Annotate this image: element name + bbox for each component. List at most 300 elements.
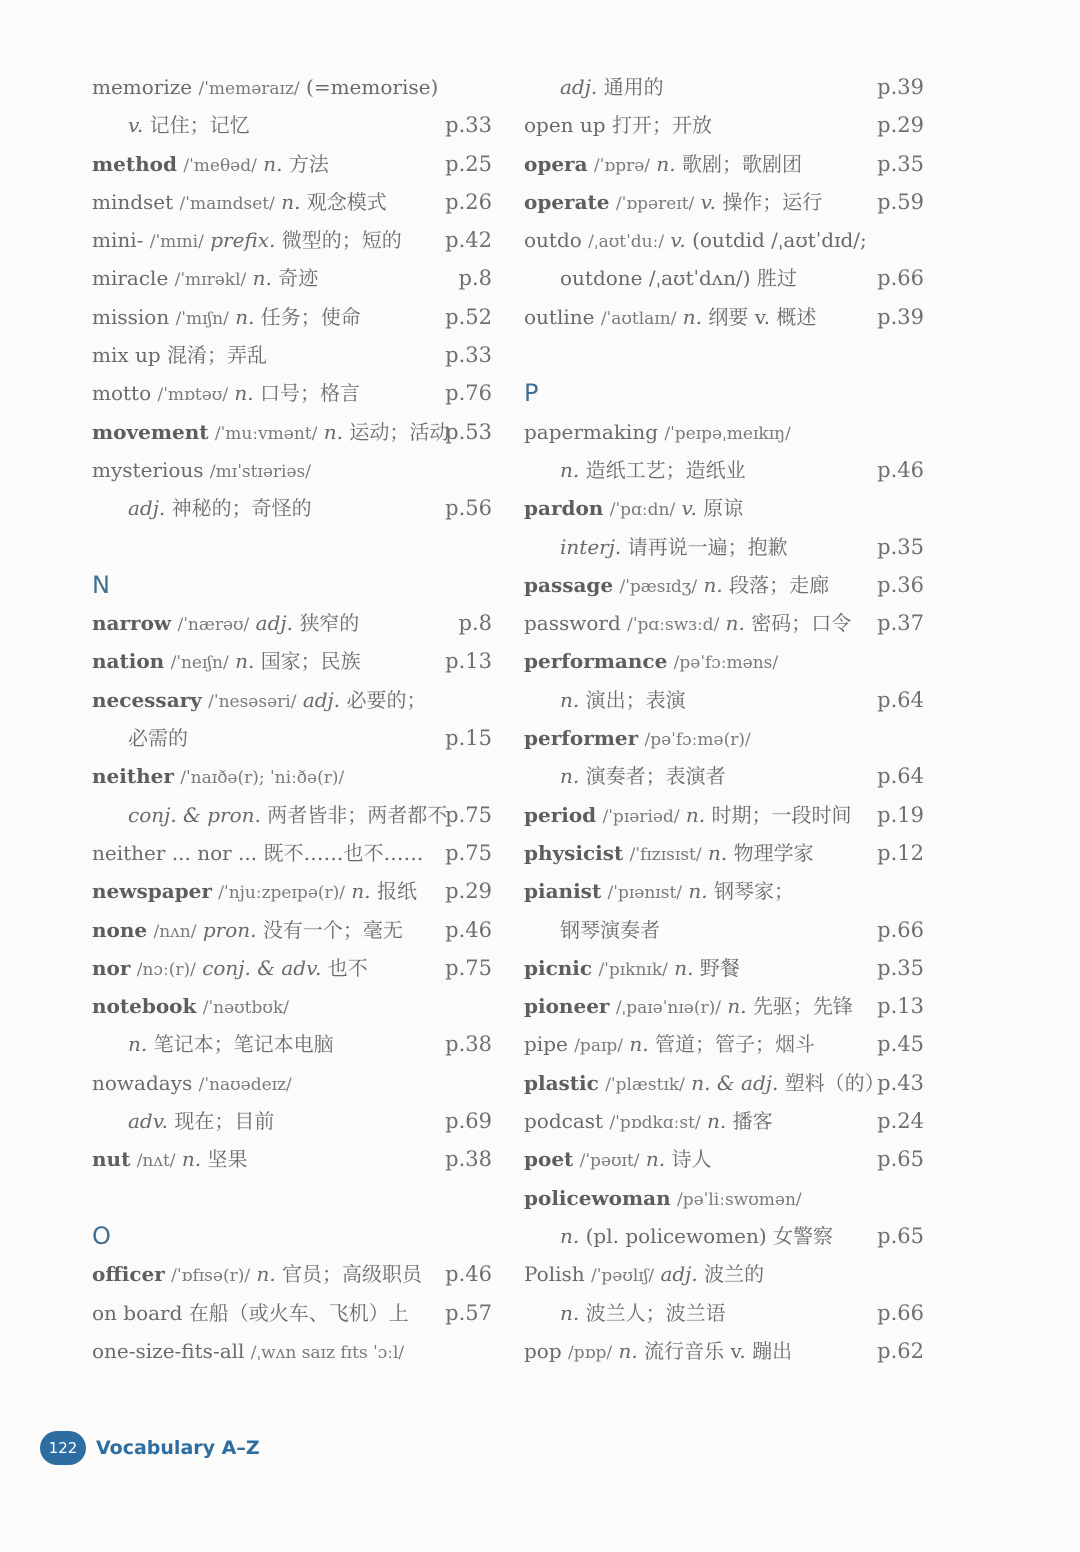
vocab-entry [92, 872, 492, 910]
page-reference: p.64 [877, 687, 924, 712]
definition: 观念模式 [306, 189, 387, 214]
headword: mini- [92, 228, 144, 253]
page-reference: p.62 [877, 1338, 924, 1363]
headword: nut [92, 1147, 131, 1172]
part-of-speech: adj. [302, 687, 341, 712]
letter-heading: N [92, 570, 110, 599]
page-reference: p.33 [445, 343, 492, 368]
page-reference: p.19 [877, 802, 924, 827]
entry-text [524, 1255, 764, 1295]
phonetic: /ˈneɪʃn/ [170, 653, 229, 674]
entry-text [560, 911, 660, 949]
page-reference: p.45 [877, 1032, 924, 1057]
definition: 播客 [732, 1109, 773, 1134]
phonetic: /ˌaʊtˈduː/ [588, 232, 665, 253]
phonetic: /ˈmɒtəʊ/ [157, 385, 229, 406]
part-of-speech: n. [703, 572, 723, 597]
part-of-speech: n. & adj. [691, 1070, 779, 1095]
phonetic: /pəˈliːswʊmən/ [677, 1189, 802, 1210]
vocab-entry [92, 183, 492, 221]
page-reference: p.66 [877, 1300, 924, 1325]
definition: 原谅 [703, 496, 744, 521]
phonetic: /ˈpɪəriəd/ [602, 806, 680, 827]
entry-text [92, 183, 387, 223]
entry-text [92, 872, 417, 912]
definition: 演出；表演 [585, 687, 686, 712]
definition: (=memorise) [306, 75, 439, 99]
headword: period [524, 802, 597, 827]
vocab-entry [524, 604, 924, 642]
page-reference: p.42 [445, 228, 492, 253]
headword: operate [524, 189, 610, 214]
part-of-speech: n. [560, 457, 580, 482]
part-of-speech: v. [681, 496, 697, 521]
vocab-entry [92, 1064, 492, 1102]
definition: 混淆；弄乱 [167, 343, 268, 368]
entry-text [92, 374, 360, 414]
part-of-speech: n. [252, 266, 272, 291]
definition: 塑料（的） [784, 1070, 885, 1095]
entry-text [128, 719, 188, 757]
entry-text [92, 834, 424, 872]
vocab-entry [524, 796, 924, 834]
page-footer [40, 1431, 260, 1465]
definition: 笔记本；笔记本电脑 [153, 1032, 334, 1057]
page-reference: p.46 [445, 917, 492, 942]
definition: 歌剧；歌剧团 [681, 151, 802, 176]
part-of-speech: pron. [202, 917, 257, 942]
page-reference: p.29 [877, 113, 924, 138]
headword: poet [524, 1147, 574, 1172]
entry-text [560, 451, 746, 489]
part-of-speech: n. [618, 1338, 638, 1363]
definition: 记住；记忆 [149, 113, 250, 138]
entry-text [560, 1294, 726, 1332]
headword: pianist [524, 879, 602, 904]
part-of-speech: n. [629, 1032, 649, 1057]
part-of-speech: n. [656, 151, 676, 176]
headword: newspaper [92, 879, 212, 904]
vocab-entry [92, 757, 492, 795]
vocab-entry [524, 145, 924, 183]
entry-text [524, 872, 794, 912]
headword: policewoman [524, 1185, 671, 1210]
page-reference: p.66 [877, 266, 924, 291]
vocab-entry [524, 221, 924, 259]
page-number-badge: 122 [40, 1431, 86, 1465]
headword: memorize [92, 75, 193, 99]
entry-text [92, 336, 267, 374]
phonetic: /ˈnesəsəri/ [208, 691, 297, 712]
page-reference: p.26 [445, 189, 492, 214]
entry-text [92, 987, 289, 1027]
entry-continuation [524, 1294, 924, 1332]
definition: 打开；开放 [611, 113, 712, 138]
entry-continuation [92, 1025, 492, 1063]
entry-text [92, 1332, 404, 1372]
phonetic: /ˈpɑːswɜːd/ [627, 615, 720, 636]
phonetic: /ˈplæstɪk/ [605, 1074, 685, 1095]
vocab-entry [524, 106, 924, 144]
phonetic: /ˌpaɪəˈnɪə(r)/ [615, 998, 721, 1019]
entry-text [92, 1140, 248, 1180]
page-reference: p.66 [877, 917, 924, 942]
entry-text [92, 145, 329, 185]
letter-heading: P [524, 379, 539, 408]
headword: none [92, 917, 148, 942]
phonetic: /nɔː(r)/ [136, 959, 196, 980]
entry-continuation [524, 68, 924, 106]
entry-text [560, 259, 797, 297]
page-reference: p.8 [458, 266, 492, 291]
entry-text [524, 604, 851, 644]
section-title: Vocabulary A–Z [96, 1437, 260, 1459]
part-of-speech: conj. & pron. [128, 802, 261, 827]
part-of-speech: n. [707, 840, 728, 865]
phonetic: /nʌt/ [136, 1151, 176, 1172]
definition: 管道；管子；烟斗 [654, 1032, 815, 1057]
headword: officer [92, 1262, 165, 1287]
entry-text [128, 796, 447, 834]
phonetic: /ˈpɑːdn/ [609, 500, 676, 521]
definition: 波兰人；波兰语 [585, 1300, 726, 1325]
vocab-entry [524, 642, 924, 680]
entry-text [524, 221, 867, 261]
phonetic: /pəˈfɔːməns/ [673, 653, 779, 674]
vocab-entry [92, 681, 492, 719]
entry-continuation [524, 1217, 924, 1255]
part-of-speech: n. [725, 611, 745, 636]
definition: 狭窄的 [299, 611, 360, 636]
page-reference: p.35 [877, 534, 924, 559]
vocab-entry [524, 489, 924, 527]
vocab-entry [92, 1294, 492, 1332]
headword: mindset [92, 189, 174, 214]
definition: 也不 [327, 955, 368, 980]
definition: 必需的 [128, 726, 188, 751]
entry-text [524, 642, 778, 682]
part-of-speech: n. [707, 1109, 727, 1134]
page-reference: p.12 [877, 840, 924, 865]
section-spacer [524, 336, 924, 374]
vocab-entry [92, 604, 492, 642]
phonetic: /ˈpəʊɪt/ [579, 1151, 640, 1172]
headword: pioneer [524, 994, 610, 1019]
entry-text [524, 145, 802, 185]
phonetic: /pɒp/ [568, 1342, 613, 1363]
entry-text [524, 298, 816, 338]
headword: nor [92, 955, 131, 980]
definition: 官员；高级职员 [282, 1262, 423, 1287]
page-reference: p.65 [877, 1223, 924, 1248]
definition: 在船（或火车、飞机）上 [188, 1300, 409, 1325]
headword: password [524, 611, 621, 636]
entry-text [92, 1255, 422, 1295]
phonetic: /ˈmeθəd/ [183, 155, 257, 176]
definition: 运动；活动 [349, 419, 450, 444]
phonetic: /mɪˈstɪəriəs/ [209, 461, 311, 482]
page-reference: p.38 [445, 1147, 492, 1172]
vocab-entry [524, 1179, 924, 1217]
headword: nowadays [92, 1070, 193, 1095]
definition: 操作；运行 [722, 189, 823, 214]
headword: narrow [92, 611, 172, 636]
definition: 微型的；短的 [281, 228, 402, 253]
headword: movement [92, 419, 209, 444]
part-of-speech: n. [560, 687, 580, 712]
definition: 口号；格言 [260, 381, 361, 406]
phonetic: /paɪp/ [574, 1036, 623, 1057]
vocab-entry [524, 1064, 924, 1102]
phonetic: /ˈpæsɪdʒ/ [619, 576, 698, 597]
entry-text [128, 1025, 334, 1063]
part-of-speech: n. [682, 304, 703, 329]
definition: 通用的 [603, 75, 664, 99]
headword: pardon [524, 496, 604, 521]
headword: plastic [524, 1070, 599, 1095]
vocab-entry [92, 642, 492, 680]
vocab-entry [524, 566, 924, 604]
entry-text [92, 642, 361, 682]
headword: performance [524, 649, 668, 674]
phonetic: /ˈpəʊlɪʃ/ [590, 1266, 655, 1287]
vocab-entry [524, 1102, 924, 1140]
definition: 钢琴家； [713, 879, 794, 904]
headword: on board [92, 1300, 183, 1325]
vocab-entry [524, 1140, 924, 1178]
page-reference: p.39 [877, 75, 924, 99]
entry-text [560, 681, 686, 719]
part-of-speech: n. [674, 955, 694, 980]
vocab-entry [92, 1332, 492, 1370]
headword: miracle [92, 266, 169, 291]
headword: papermaking [524, 419, 659, 444]
page-reference: p.35 [877, 151, 924, 176]
entry-text [92, 413, 449, 453]
headword: mix up [92, 343, 161, 368]
page-reference: p.46 [445, 1262, 492, 1287]
definition: 神秘的；奇怪的 [171, 496, 312, 521]
definition: 诗人 [671, 1147, 712, 1172]
page-reference: p.69 [445, 1109, 492, 1134]
vocab-entry [92, 834, 492, 872]
entry-text [524, 1064, 885, 1104]
vocab-entry [92, 413, 492, 451]
phonetic: /ˈɒfɪsə(r)/ [171, 1266, 251, 1287]
entry-continuation [92, 796, 492, 834]
entry-text [524, 1179, 802, 1219]
entry-text [524, 1102, 773, 1142]
page-reference: p.76 [445, 381, 492, 406]
entry-text [92, 259, 318, 299]
part-of-speech: n. [685, 802, 706, 827]
vocab-entry [92, 374, 492, 412]
entry-text [128, 106, 250, 144]
page-reference: p.37 [877, 611, 924, 636]
part-of-speech: n. [181, 1147, 202, 1172]
phonetic: /ˈɒpəreɪt/ [615, 193, 695, 214]
vocab-entry [92, 949, 492, 987]
phonetic: /ˈaʊtlaɪn/ [600, 308, 677, 329]
part-of-speech: prefix. [210, 228, 276, 253]
entry-text [524, 489, 743, 529]
phonetic: /ˈnəʊtbʊk/ [202, 998, 289, 1019]
headword: pipe [524, 1032, 568, 1057]
vocab-entry [524, 949, 924, 987]
entry-text [524, 566, 829, 606]
section-spacer [92, 528, 492, 566]
page-reference: p.65 [877, 1147, 924, 1172]
headword: open up [524, 113, 606, 138]
phonetic: /ˈmeməraɪz/ [198, 79, 300, 99]
vocab-entry [92, 987, 492, 1025]
vocab-entry [92, 259, 492, 297]
definition: 钢琴演奏者 [560, 917, 660, 942]
phonetic: /ˈpeɪpəˌmeɪkɪŋ/ [664, 423, 791, 444]
part-of-speech: conj. & adv. [202, 955, 322, 980]
definition: 流行音乐 v. 蹦出 [644, 1338, 793, 1363]
definition: (pl. policewomen) 女警察 [585, 1223, 834, 1248]
headword: neither ... nor ... [92, 840, 258, 865]
headword: performer [524, 726, 639, 751]
entry-text [524, 413, 791, 453]
part-of-speech: n. [560, 1223, 580, 1248]
phonetic: /ˈpɒdkɑːst/ [609, 1113, 701, 1134]
entry-text [92, 911, 403, 951]
entry-continuation [92, 719, 492, 757]
definition: 现在；目前 [174, 1109, 275, 1134]
entry-text [92, 298, 361, 338]
entry-text [92, 604, 359, 644]
headword: motto [92, 381, 152, 406]
definition: 演奏者；表演者 [585, 764, 726, 789]
vocab-entry [524, 719, 924, 757]
page-reference: p.33 [445, 113, 492, 138]
entry-text [524, 106, 712, 144]
entry-continuation [524, 451, 924, 489]
page-reference: p.43 [877, 1070, 924, 1095]
phonetic: /ˈɒprə/ [593, 155, 650, 176]
definition: 物理学家 [733, 840, 814, 865]
part-of-speech: adj. [560, 75, 598, 99]
page-reference: p.64 [877, 764, 924, 789]
headword: picnic [524, 955, 593, 980]
part-of-speech: n. [688, 879, 708, 904]
right-column [524, 68, 924, 1370]
part-of-speech: n. [560, 764, 580, 789]
letter-heading: O [92, 1221, 111, 1250]
vocab-entry [92, 221, 492, 259]
definition: 任务；使命 [260, 304, 361, 329]
entry-continuation [524, 259, 924, 297]
page-reference: p.35 [877, 955, 924, 980]
phonetic: /ˈmuːvmənt/ [214, 423, 318, 444]
entry-text [128, 1102, 274, 1140]
entry-text [524, 183, 822, 223]
headword: podcast [524, 1109, 604, 1134]
part-of-speech: adj. [255, 611, 293, 636]
vocab-entry [92, 145, 492, 183]
vocab-entry [92, 336, 492, 374]
definition: 先驱；先锋 [752, 994, 853, 1019]
page-reference: p.38 [445, 1032, 492, 1057]
headword: mission [92, 304, 170, 329]
entry-text [92, 681, 426, 721]
entry-text [524, 1140, 712, 1180]
headword: neither [92, 764, 174, 789]
headword: nation [92, 649, 165, 674]
part-of-speech: v. [128, 113, 144, 138]
definition: 没有一个；毫无 [262, 917, 403, 942]
phonetic: /ˈmɪrəkl/ [174, 270, 247, 291]
entry-text [92, 68, 438, 108]
entry-text [524, 1332, 792, 1372]
entry-text [524, 796, 852, 836]
definition: (outdid /ˌaʊtˈdɪd/; [692, 228, 867, 253]
definition: 纲要 v. 概述 [708, 304, 817, 329]
definition: 既不……也不…… [263, 840, 424, 865]
phonetic: /ˈfɪzɪsɪst/ [629, 844, 702, 865]
left-column [92, 68, 492, 1370]
definition: 时期；一段时间 [711, 802, 852, 827]
phonetic: /ˈnaʊədeɪz/ [198, 1074, 292, 1095]
headword: outdo [524, 228, 582, 253]
vocab-entry [92, 1140, 492, 1178]
definition: 请再说一遍；抱歉 [627, 534, 788, 559]
page-reference: p.57 [445, 1300, 492, 1325]
definition: 坚果 [207, 1147, 248, 1172]
page-reference: p.59 [877, 189, 924, 214]
entry-text [524, 949, 740, 989]
definition: 造纸工艺；造纸业 [585, 457, 746, 482]
vocab-entry [524, 413, 924, 451]
vocab-entry [524, 987, 924, 1025]
entry-text [560, 757, 726, 795]
page-reference: p.13 [877, 994, 924, 1019]
entry-text [92, 949, 368, 989]
part-of-speech: n. [645, 1147, 666, 1172]
section-spacer [92, 1179, 492, 1217]
page-reference: p.75 [445, 840, 492, 865]
entry-text [560, 1217, 833, 1255]
page-reference: p.8 [458, 611, 492, 636]
part-of-speech: n. [256, 1262, 276, 1287]
vocab-entry [92, 1255, 492, 1293]
part-of-speech: n. [281, 189, 301, 214]
entry-text [92, 757, 344, 797]
definition: 两者皆非；两者都不 [267, 802, 448, 827]
part-of-speech: adj. [128, 496, 166, 521]
vocab-entry [524, 1332, 924, 1370]
page-reference: p.36 [877, 572, 924, 597]
phonetic: /ˈnaɪðə(r); ˈniːðə(r)/ [180, 768, 345, 789]
phonetic: /ˈmɪni/ [149, 232, 204, 253]
part-of-speech: adv. [128, 1109, 169, 1134]
phonetic: /nʌn/ [153, 921, 197, 942]
vocab-entry [92, 911, 492, 949]
part-of-speech: n. [235, 304, 255, 329]
phonetic: /ˈnærəʊ/ [177, 615, 250, 636]
headword: necessary [92, 687, 202, 712]
vocab-entry [524, 183, 924, 221]
page-reference: p.25 [445, 151, 492, 176]
phonetic: /ˈmaɪndset/ [179, 193, 275, 214]
part-of-speech: v. [700, 189, 716, 214]
part-of-speech: n. [128, 1032, 148, 1057]
entry-text [524, 719, 751, 759]
page-reference: p.46 [877, 457, 924, 482]
phonetic: /ˈpɪknɪk/ [598, 959, 668, 980]
